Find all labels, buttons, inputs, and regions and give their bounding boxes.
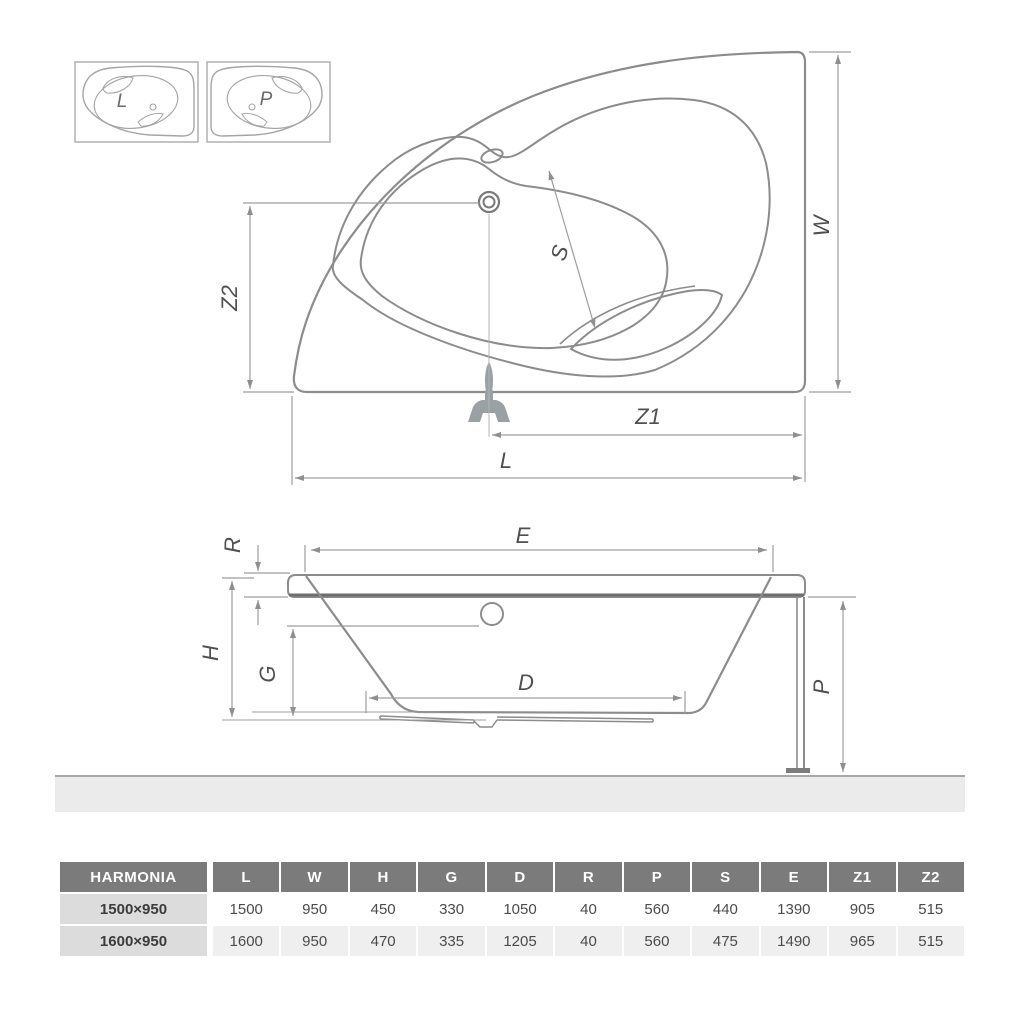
col-header-D: D bbox=[487, 862, 553, 892]
spec-table bbox=[60, 862, 964, 958]
drain-hole-inner bbox=[484, 197, 495, 208]
dim-label-h: H bbox=[198, 645, 223, 661]
dim-label-z1: Z1 bbox=[635, 404, 661, 429]
col-header-Z2: Z2 bbox=[898, 862, 964, 892]
dim-label-w: W bbox=[809, 215, 834, 237]
row-size-label: 1600×950 bbox=[60, 926, 207, 956]
table-cell: 1500 bbox=[213, 894, 279, 924]
tub-outer-contour bbox=[294, 52, 805, 392]
table-cell: 905 bbox=[829, 894, 895, 924]
skirt-foot bbox=[786, 768, 810, 773]
col-header-S: S bbox=[692, 862, 758, 892]
variant-thumbnails bbox=[75, 62, 330, 142]
table-cell: 950 bbox=[281, 894, 347, 924]
row-size-label: 1500×950 bbox=[60, 894, 207, 924]
table-model-header: HARMONIA bbox=[60, 862, 207, 892]
seat-edge-line bbox=[560, 286, 695, 344]
table-cell: 515 bbox=[898, 926, 964, 956]
table-header-row bbox=[60, 862, 964, 892]
dim-label-g: G bbox=[255, 665, 280, 683]
col-header-W: W bbox=[281, 862, 347, 892]
dim-label-e: E bbox=[515, 523, 531, 548]
table-cell: 1205 bbox=[487, 926, 553, 956]
right-variant-label: P bbox=[259, 89, 273, 110]
col-header-R: R bbox=[555, 862, 621, 892]
dim-label-l: L bbox=[499, 448, 513, 473]
base-strips bbox=[380, 716, 653, 727]
overflow-hole-side bbox=[481, 603, 503, 625]
left-variant-icon bbox=[75, 62, 198, 142]
col-header-E: E bbox=[761, 862, 827, 892]
table-cell: 450 bbox=[350, 894, 416, 924]
table-cell: 335 bbox=[418, 926, 484, 956]
tub-inner-rim bbox=[333, 98, 770, 376]
table-row bbox=[60, 926, 964, 956]
col-header-L: L bbox=[213, 862, 279, 892]
table-cell: 1600 bbox=[213, 926, 279, 956]
table-cell: 950 bbox=[281, 926, 347, 956]
table-cell: 560 bbox=[624, 926, 690, 956]
table-cell: 470 bbox=[350, 926, 416, 956]
dim-label-d: D bbox=[518, 670, 534, 695]
table-cell: 40 bbox=[555, 894, 621, 924]
table-row bbox=[60, 894, 964, 924]
table-cell: 40 bbox=[555, 926, 621, 956]
dim-label-s: S bbox=[545, 242, 574, 264]
left-variant-label: L bbox=[116, 91, 128, 112]
dim-label-z2: Z2 bbox=[217, 285, 242, 311]
tub-floor-contour bbox=[361, 158, 668, 348]
floor bbox=[55, 776, 965, 812]
table-cell: 1490 bbox=[761, 926, 827, 956]
table-cell: 1390 bbox=[761, 894, 827, 924]
dim-label-r: R bbox=[220, 537, 245, 553]
table-cell: 515 bbox=[898, 894, 964, 924]
col-header-Z1: Z1 bbox=[829, 862, 895, 892]
top-view bbox=[217, 52, 851, 485]
side-view bbox=[55, 523, 965, 812]
col-header-P: P bbox=[624, 862, 690, 892]
table-cell: 440 bbox=[692, 894, 758, 924]
table-cell: 475 bbox=[692, 926, 758, 956]
drain-hole-outer bbox=[479, 192, 499, 212]
top-view-dimensions bbox=[243, 52, 851, 485]
table-cell: 560 bbox=[624, 894, 690, 924]
dim-label-p: P bbox=[809, 679, 834, 695]
table-cell: 1050 bbox=[487, 894, 553, 924]
col-header-H: H bbox=[350, 862, 416, 892]
side-skirt bbox=[786, 597, 810, 773]
table-cell: 330 bbox=[418, 894, 484, 924]
col-header-G: G bbox=[418, 862, 484, 892]
table-cell: 965 bbox=[829, 926, 895, 956]
